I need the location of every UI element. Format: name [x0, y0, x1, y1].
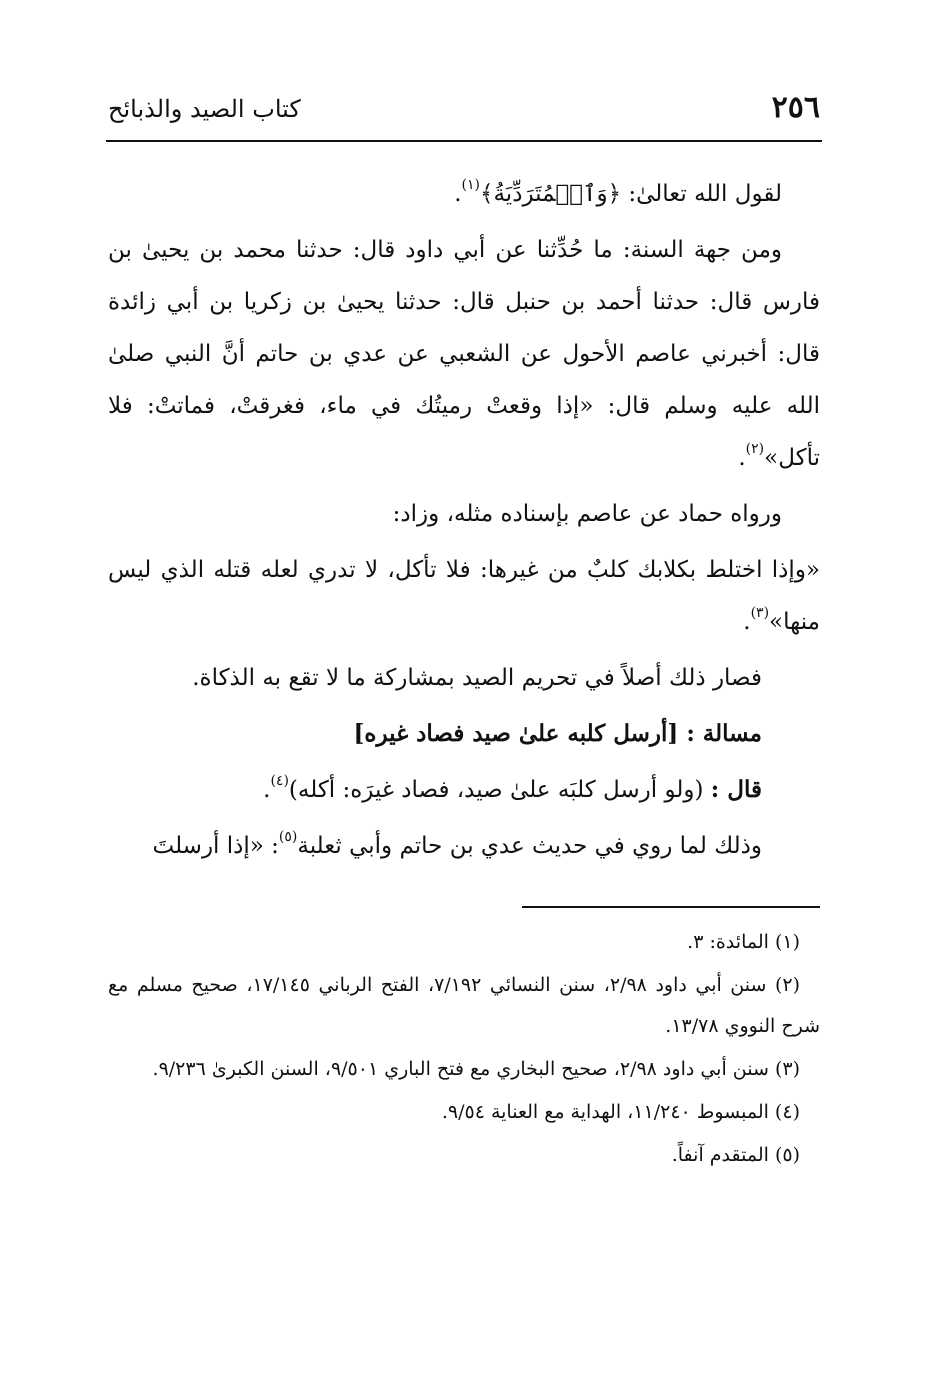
- paragraph-sunnah: ومن جهة السنة: ما حُدِّثنا عن أبي داود قال: حدثنا محمد بن يحيىٰ بن فارس قال: حدثنا أحمد بن حنبل قال: حدثنا يحيىٰ بن زكريا بن أبي زائدة قال: أخبرني عاصم الأحول عن الشعبي عن عدي بن حاتم أنَّ النبي صلىٰ الله عليه وسلم قال: «إذا وقعتْ رميتُك في ماء، فغرقتْ، فماتتْ: فلا تأكل»$^{(٢)}$.: [108, 237, 820, 471]
- paragraph-text: فصار ذلك أصلاً في تحريم الصيد بمشاركة ما لا تقع به الذكاة.: [192, 665, 762, 691]
- paragraph-qala: قال : (ولو أرسل كلبَه علىٰ صيد، فصاد غيرَه: أكله)$^{(٤)}$.: [263, 773, 762, 803]
- page-number: ٢٥٦: [771, 90, 820, 125]
- running-title: كتاب الصيد والذبائح: [108, 95, 301, 123]
- footnote-ref: (٤): [270, 773, 289, 789]
- paragraph-conclusion: [108, 652, 820, 704]
- footnote-3: (٣) سنن أبي داود ٢/٩٨، صحيح البخاري مع فتح الباري ٩/٥٠١، السنن الكبرىٰ ٩/٢٣٦.: [152, 1058, 800, 1080]
- paragraph-text: ومن جهة السنة: ما حُدِّثنا عن أبي داود قال: حدثنا محمد بن يحيىٰ بن فارس قال: حدثنا أحمد بن حنبل قال: حدثنا يحيىٰ بن زكريا بن أبي زائدة قال: أخبرني عاصم الأحول عن الشعبي عن عدي بن حاتم أنَّ النبي صلىٰ الله عليه وسلم قال: «إذا وقعتْ رميتُك في ماء، فغرقتْ، فماتتْ: فلا تأكل»: [108, 237, 820, 471]
- header-divider: [106, 140, 822, 142]
- paragraph-quran-quote: لقول الله تعالىٰ: ﴿وَٱلۡمُتَرَدِّيَةُ﴾$^{(١)}$.: [454, 177, 782, 207]
- heading-text: مسالة : [أرسل كلبه علىٰ صيد فصاد غيره]: [353, 720, 762, 747]
- footnote-2: (٢) سنن أبي داود ٢/٩٨، سنن النسائي ٧/١٩٢، الفتح الرباني ١٧/١٤٥، صحيح مسلم مع شرح النووي ١٣/٧٨.: [108, 974, 820, 1037]
- footnote-ref: (٣): [750, 605, 770, 621]
- footnote-ref: (١): [461, 177, 480, 193]
- main-text: [108, 168, 820, 876]
- paragraph-text: (ولو أرسل كلبَه علىٰ صيد، فصاد غيرَه: أكله): [288, 777, 711, 803]
- paragraph-text: لقول الله تعالىٰ: ﴿وَٱلۡمُتَرَدِّيَةُ﴾: [480, 181, 782, 207]
- masala-heading: [108, 708, 820, 760]
- paragraph-hammad: [108, 488, 820, 540]
- paragraph-text: «وإذا اختلط بكلابك كلبٌ من غيرها: فلا تأكل، لا تدري لعله قتله الذي ليس منها»: [108, 557, 820, 635]
- footnote-5: (٥) المتقدم آنفاً.: [671, 1144, 800, 1166]
- footnote-4: (٤) المبسوط ١١/٢٤٠، الهداية مع العناية ٩/٥٤.: [441, 1101, 800, 1123]
- paragraph-hadith-dogs: «وإذا اختلط بكلابك كلبٌ من غيرها: فلا تأكل، لا تدري لعله قتله الذي ليس منها»$^{(٣)}$.: [108, 557, 820, 635]
- footnote-ref: (٢): [745, 441, 765, 457]
- paragraph-text: وذلك لما روي في حديث عدي بن حاتم وأبي ثعلبة: [297, 833, 762, 859]
- page-header: [108, 88, 820, 132]
- paragraph-hadith-adi: وذلك لما روي في حديث عدي بن حاتم وأبي ثعلبة$^{(٥)}$: «إذا أرسلتَ: [152, 829, 762, 859]
- qala-label: قال :: [710, 776, 762, 803]
- footnote-ref: (٥): [278, 829, 298, 845]
- footnotes: [108, 922, 820, 1178]
- footnote-1: (١) المائدة: ٣.: [687, 931, 800, 953]
- paragraph-text: ورواه حماد عن عاصم بإسناده مثله، وزاد:: [392, 501, 782, 527]
- footnote-divider: [522, 906, 820, 908]
